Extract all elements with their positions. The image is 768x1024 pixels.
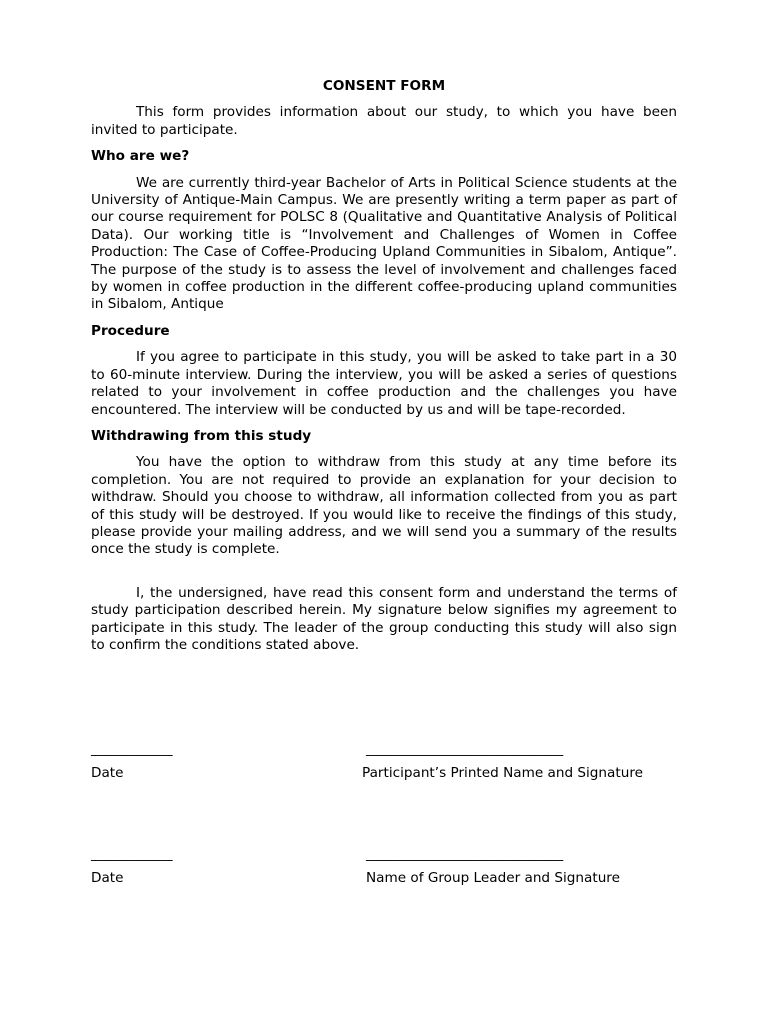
spacer [91, 568, 677, 585]
participant-name-line[interactable]: _____________________________ [366, 741, 564, 757]
agreement-paragraph: I, the undersigned, have read this consent form and understand the terms of study participation described herein. My signature below signifies my agreement to participate in this study. The leader of the group conducting this study will also sign to confirm the conditions stated above. [91, 584, 677, 653]
consent-form-page [91, 78, 677, 663]
participant-date-label: Date [91, 765, 124, 781]
section-body-procedure: If you agree to participate in this study, you will be asked to take part in a 30 to 60-minute interview. During the interview, you will be asked a series of questions related to your involvement in coffee production and the challenges you have encountered. The interview will be conducted by us and will be tape-recorded. [91, 349, 677, 418]
section-heading-who-are-we: Who are we? [91, 148, 190, 165]
leader-date-line[interactable]: ____________ [91, 846, 173, 862]
leader-name-label: Name of Group Leader and Signature [366, 870, 620, 886]
section-body-withdrawing: You have the option to withdraw from this study at any time before its completion. You are not required to provide an explanation for your decision to withdraw. Should you choose to withdraw, all information collected from you as part of this study will be destroyed. If you would like to receive the findings of this study, please provide your mailing address, and we will send you a summary of the results once the study is complete. [91, 454, 677, 558]
leader-date-label: Date [91, 870, 124, 886]
leader-name-line[interactable]: _____________________________ [366, 846, 564, 862]
section-heading-withdrawing: Withdrawing from this study [91, 427, 312, 444]
participant-date-line[interactable]: ____________ [91, 741, 173, 757]
section-heading-procedure: Procedure [91, 322, 170, 339]
form-title: CONSENT FORM [322, 78, 446, 94]
intro-paragraph: This form provides information about our study, to which you have been invited to participate. [91, 104, 677, 138]
section-body-who-are-we: We are currently third-year Bachelor of Arts in Political Science students at the University of Antique-Main Campus. We are presently writing a term paper as part of our course requirement for POLSC 8 (Qualitative and Quantitative Analysis of Political Data). Our working title is “Involvement and Challenges of Women in Coffee Production: The Case of Coffee-Producing Upland Communities in Sibalom, Antique”. The purpose of the study is to assess the level of involvement and challenges faced by women in coffee production in the different coffee-producing upland communities in Sibalom, Antique [91, 174, 677, 313]
participant-name-label: Participant’s Printed Name and Signature [362, 765, 643, 781]
